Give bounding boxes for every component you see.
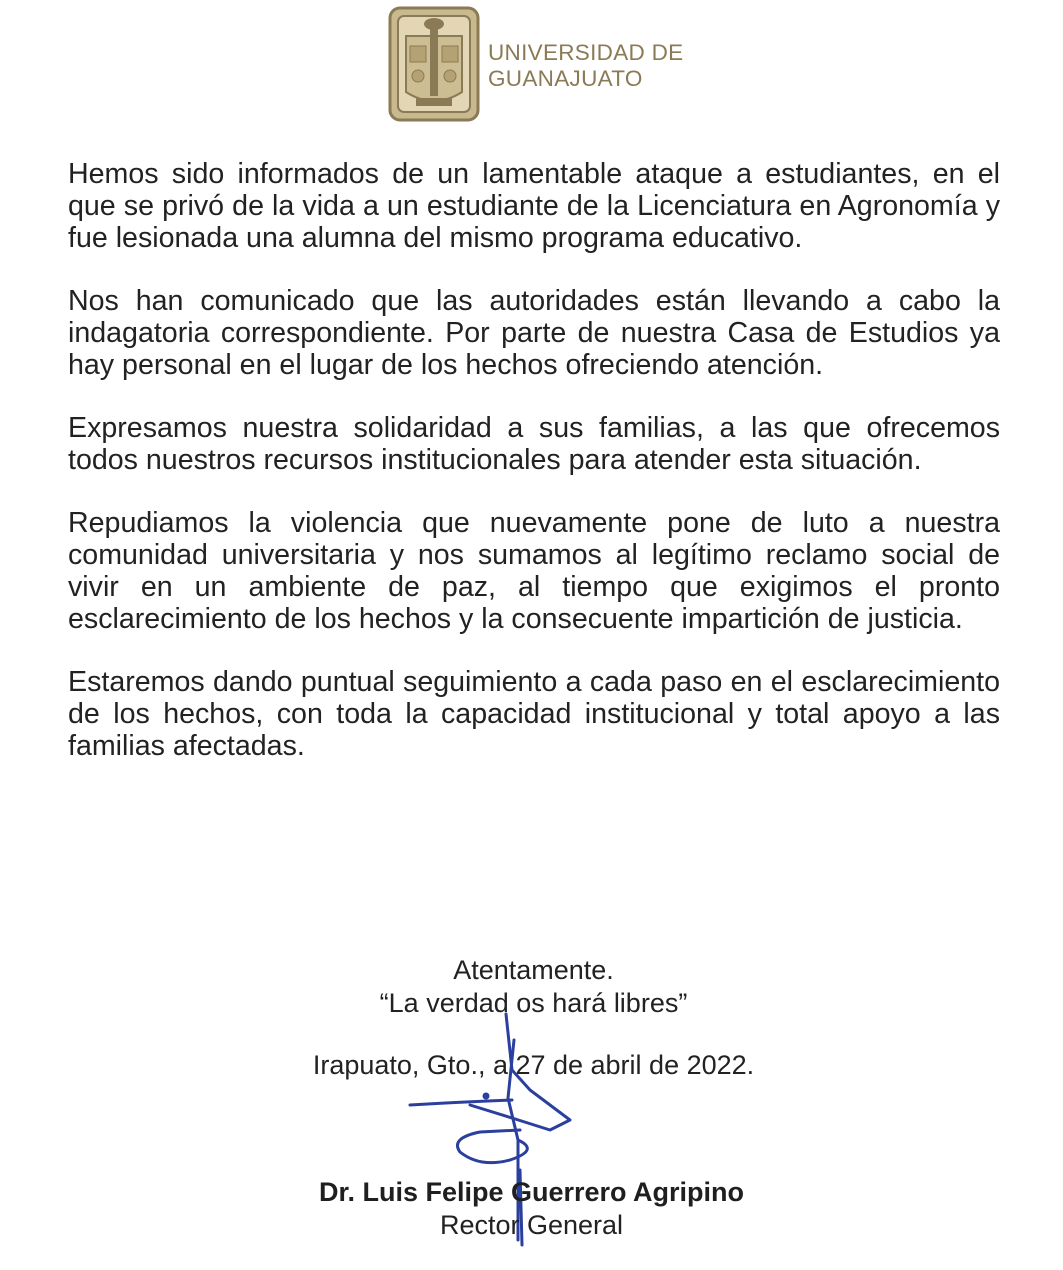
paragraph-4: Repudiamos la violencia que nuevamente pone de luto a nuestra comunidad universitaria y nos sumamos al legítimo reclamo social de vivir en un ambiente de paz, al tiempo que exigimos el pronto esclarecimiento de los hechos y la consecuente impartición de justicia. <box>68 507 1000 635</box>
salutation: Atentamente. <box>453 955 614 985</box>
letterhead <box>386 6 706 126</box>
signatory-title: Rector General <box>439 1210 624 1240</box>
university-crest-icon <box>386 6 482 124</box>
motto: “La verdad os hará libres” <box>379 988 688 1018</box>
paragraph-5: Estaremos dando puntual seguimiento a cada paso en el esclarecimiento de los hechos, con toda la capacidad institucional y total apoyo a las familias afectadas. <box>68 666 1000 762</box>
paragraph-3: Expresamos nuestra solidaridad a sus familias, a las que ofrecemos todos nuestros recursos institucionales para atender esta situación. <box>68 412 1000 476</box>
statement-body <box>68 158 1000 793</box>
university-name-line1: UNIVERSIDAD DE <box>488 40 684 65</box>
university-name-line2: GUANAJUATO <box>488 66 643 91</box>
place-date: Irapuato, Gto., a 27 de abril de 2022. <box>312 1050 755 1080</box>
signatory-name: Dr. Luis Felipe Guerrero Agripino <box>318 1177 745 1207</box>
university-name <box>488 40 683 92</box>
paragraph-1: Hemos sido informados de un lamentable ataque a estudiantes, en el que se privó de la vida a un estudiante de la Licenciatura en Agronomía y fue lesionada una alumna del mismo programa educativo. <box>68 158 1000 254</box>
paragraph-2: Nos han comunicado que las autoridades están llevando a cabo la indagatoria correspondiente. Por parte de nuestra Casa de Estudios ya hay personal en el lugar de los hechos ofreciendo atención. <box>68 285 1000 381</box>
